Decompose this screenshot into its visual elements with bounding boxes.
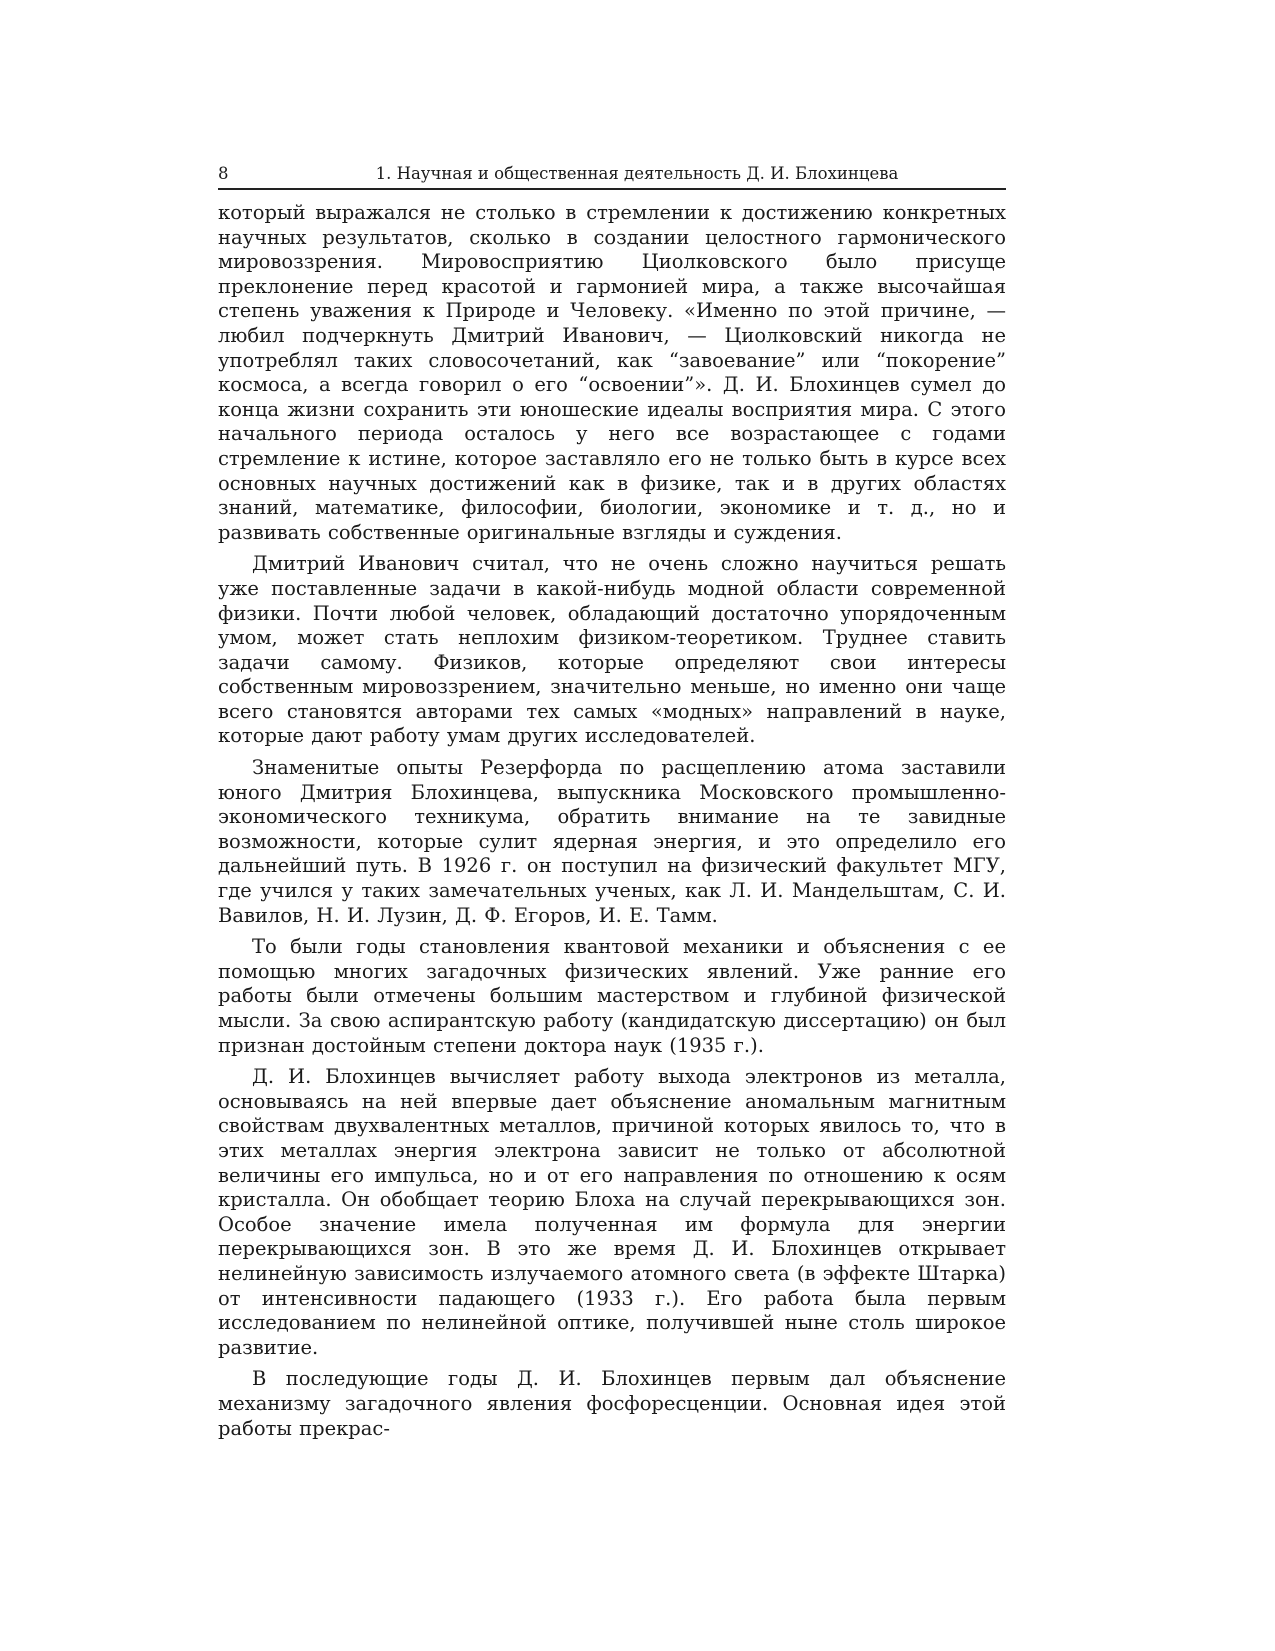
paragraph: Знаменитые опыты Резерфорда по расщеплению атома заставили юного Дмитрия Блохинцева, выпускника Московского промышленно-экономического техникума, обратить внимание на те завидные возможности, которые сулит ядерная энергия, и это определило его дальнейший путь. В 1926 г. он поступил на физический факультет МГУ, где учился у таких замечательных ученых, как Л. И. Мандельштам, С. И. Вавилов, Н. И. Лузин, Д. Ф. Егоров, И. Е. Тамм. xyxy=(218,756,1006,927)
body-text xyxy=(218,201,1006,1441)
paragraph: В последующие годы Д. И. Блохинцев первым дал объяснение механизму загадочного явления фосфоресценции. Основная идея этой работы прекрас- xyxy=(218,1367,1006,1440)
paragraph: То были годы становления квантовой механики и объяснения с ее помощью многих загадочных физических явлений. Уже ранние его работы были отмечены большим мастерством и глубиной физической мысли. За свою аспирантскую работу (кандидатскую диссертацию) он был признан достойным степени доктора наук (1935 г.). xyxy=(218,935,1006,1057)
paragraph: который выражался не столько в стремлении к достижению конкретных научных результатов, сколько в создании целостного гармонического мировоззрения. Мировосприятию Циолковского было присуще преклонение перед красотой и гармонией мира, а также высочайшая степень уважения к Природе и Человеку. «Именно по этой причине, — любил подчеркнуть Дмитрий Иванович, — Циолковский никогда не употреблял таких словосочетаний, как “завоевание” или “покорение” космоса, а всегда говорил о его “освоении”». Д. И. Блохинцев сумел до конца жизни сохранить эти юношеские идеалы восприятия мира. С этого начального периода осталось у него все возрастающее с годами стремление к истине, которое заставляло его не только быть в курсе всех основных научных достижений как в физике, так и в других областях знаний, математике, философии, биологии, экономике и т. д., но и развивать собственные оригинальные взгляды и суждения. xyxy=(218,201,1006,544)
page-number: 8 xyxy=(218,164,229,183)
running-title: 1. Научная и общественная деятельность Д. И. Блохинцева xyxy=(375,164,899,183)
paragraph: Д. И. Блохинцев вычисляет работу выхода электронов из металла, основываясь на ней впервые дает объяснение аномальным магнитным свойствам двухвалентных металлов, причиной которых явилось то, что в этих металлах энергия электрона зависит не только от абсолютной величины его импульса, но и от его направления по отношению к осям кристалла. Он обобщает теорию Блоха на случай перекрывающихся зон. Особое значение имела полученная им формула для энергии перекрывающихся зон. В это же время Д. И. Блохинцев открывает нелинейную зависимость излучаемого атомного света (в эффекте Штарка) от интенсивности падающего (1933 г.). Его работа была первым исследованием по нелинейной оптике, получившей ныне столь широкое развитие. xyxy=(218,1065,1006,1359)
running-header xyxy=(218,164,1006,190)
book-page xyxy=(218,164,1006,1448)
paragraph: Дмитрий Иванович считал, что не очень сложно научиться решать уже поставленные задачи в какой-нибудь модной области современной физики. Почти любой человек, обладающий достаточно упорядоченным умом, может стать неплохим физиком-теоретиком. Труднее ставить задачи самому. Физиков, которые определяют свои интересы собственным мировоззрением, значительно меньше, но именно они чаще всего становятся авторами тех самых «модных» направлений в науке, которые дают работу умам других исследователей. xyxy=(218,552,1006,748)
